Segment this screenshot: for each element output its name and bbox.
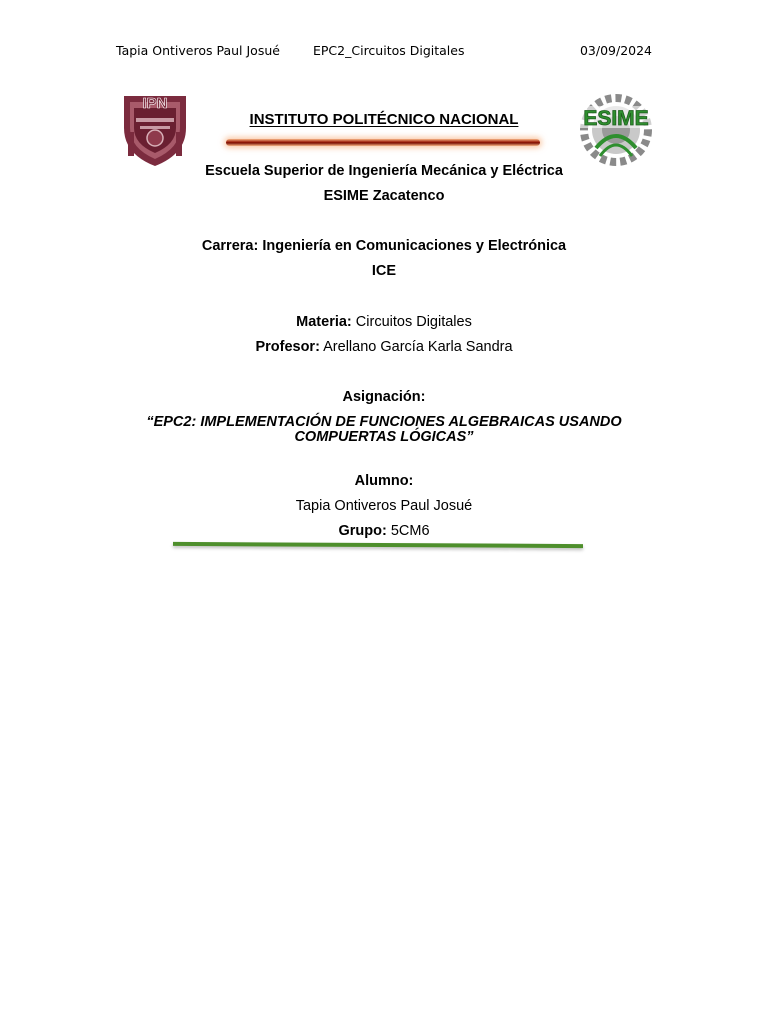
- group-line: [0, 523, 768, 539]
- page-header: [0, 43, 768, 63]
- campus-name: ESIME Zacatenco: [323, 188, 445, 204]
- red-divider: [226, 139, 540, 146]
- header-document-title: EPC2_Circuitos Digitales: [313, 43, 465, 58]
- assignment-label: Asignación:: [342, 389, 426, 405]
- esime-logo-text: ESIME: [583, 107, 649, 130]
- ipn-logo: [118, 88, 192, 168]
- institute-name: INSTITUTO POLITÉCNICO NACIONAL: [249, 111, 519, 128]
- subject-line: [0, 314, 768, 330]
- subject-label: Materia:: [296, 314, 352, 330]
- ipn-logo-text: IPN: [142, 95, 168, 112]
- header-author: Tapia Ontiveros Paul Josué: [116, 43, 280, 58]
- subject-value: Circuitos Digitales: [355, 314, 472, 330]
- career: Carrera: Ingeniería en Comunicaciones y Electrónica: [201, 238, 567, 254]
- student-label: Alumno:: [354, 473, 414, 489]
- green-divider: [173, 542, 583, 548]
- career-short: ICE: [371, 263, 397, 279]
- header-date: 03/09/2024: [579, 43, 652, 58]
- professor-value: Arellano García Karla Sandra: [323, 339, 513, 355]
- group-value: 5CM6: [390, 523, 430, 539]
- professor-line: [0, 339, 768, 355]
- assignment-title: “EPC2: IMPLEMENTACIÓN DE FUNCIONES ALGEBRAICAS USANDO COMPUERTAS LÓGICAS”: [146, 414, 622, 445]
- group-label: Grupo:: [338, 523, 387, 539]
- esime-logo: [574, 90, 658, 170]
- professor-label: Profesor:: [255, 339, 320, 355]
- student-name: Tapia Ontiveros Paul Josué: [295, 498, 473, 514]
- school-name: Escuela Superior de Ingeniería Mecánica y Eléctrica: [205, 163, 563, 179]
